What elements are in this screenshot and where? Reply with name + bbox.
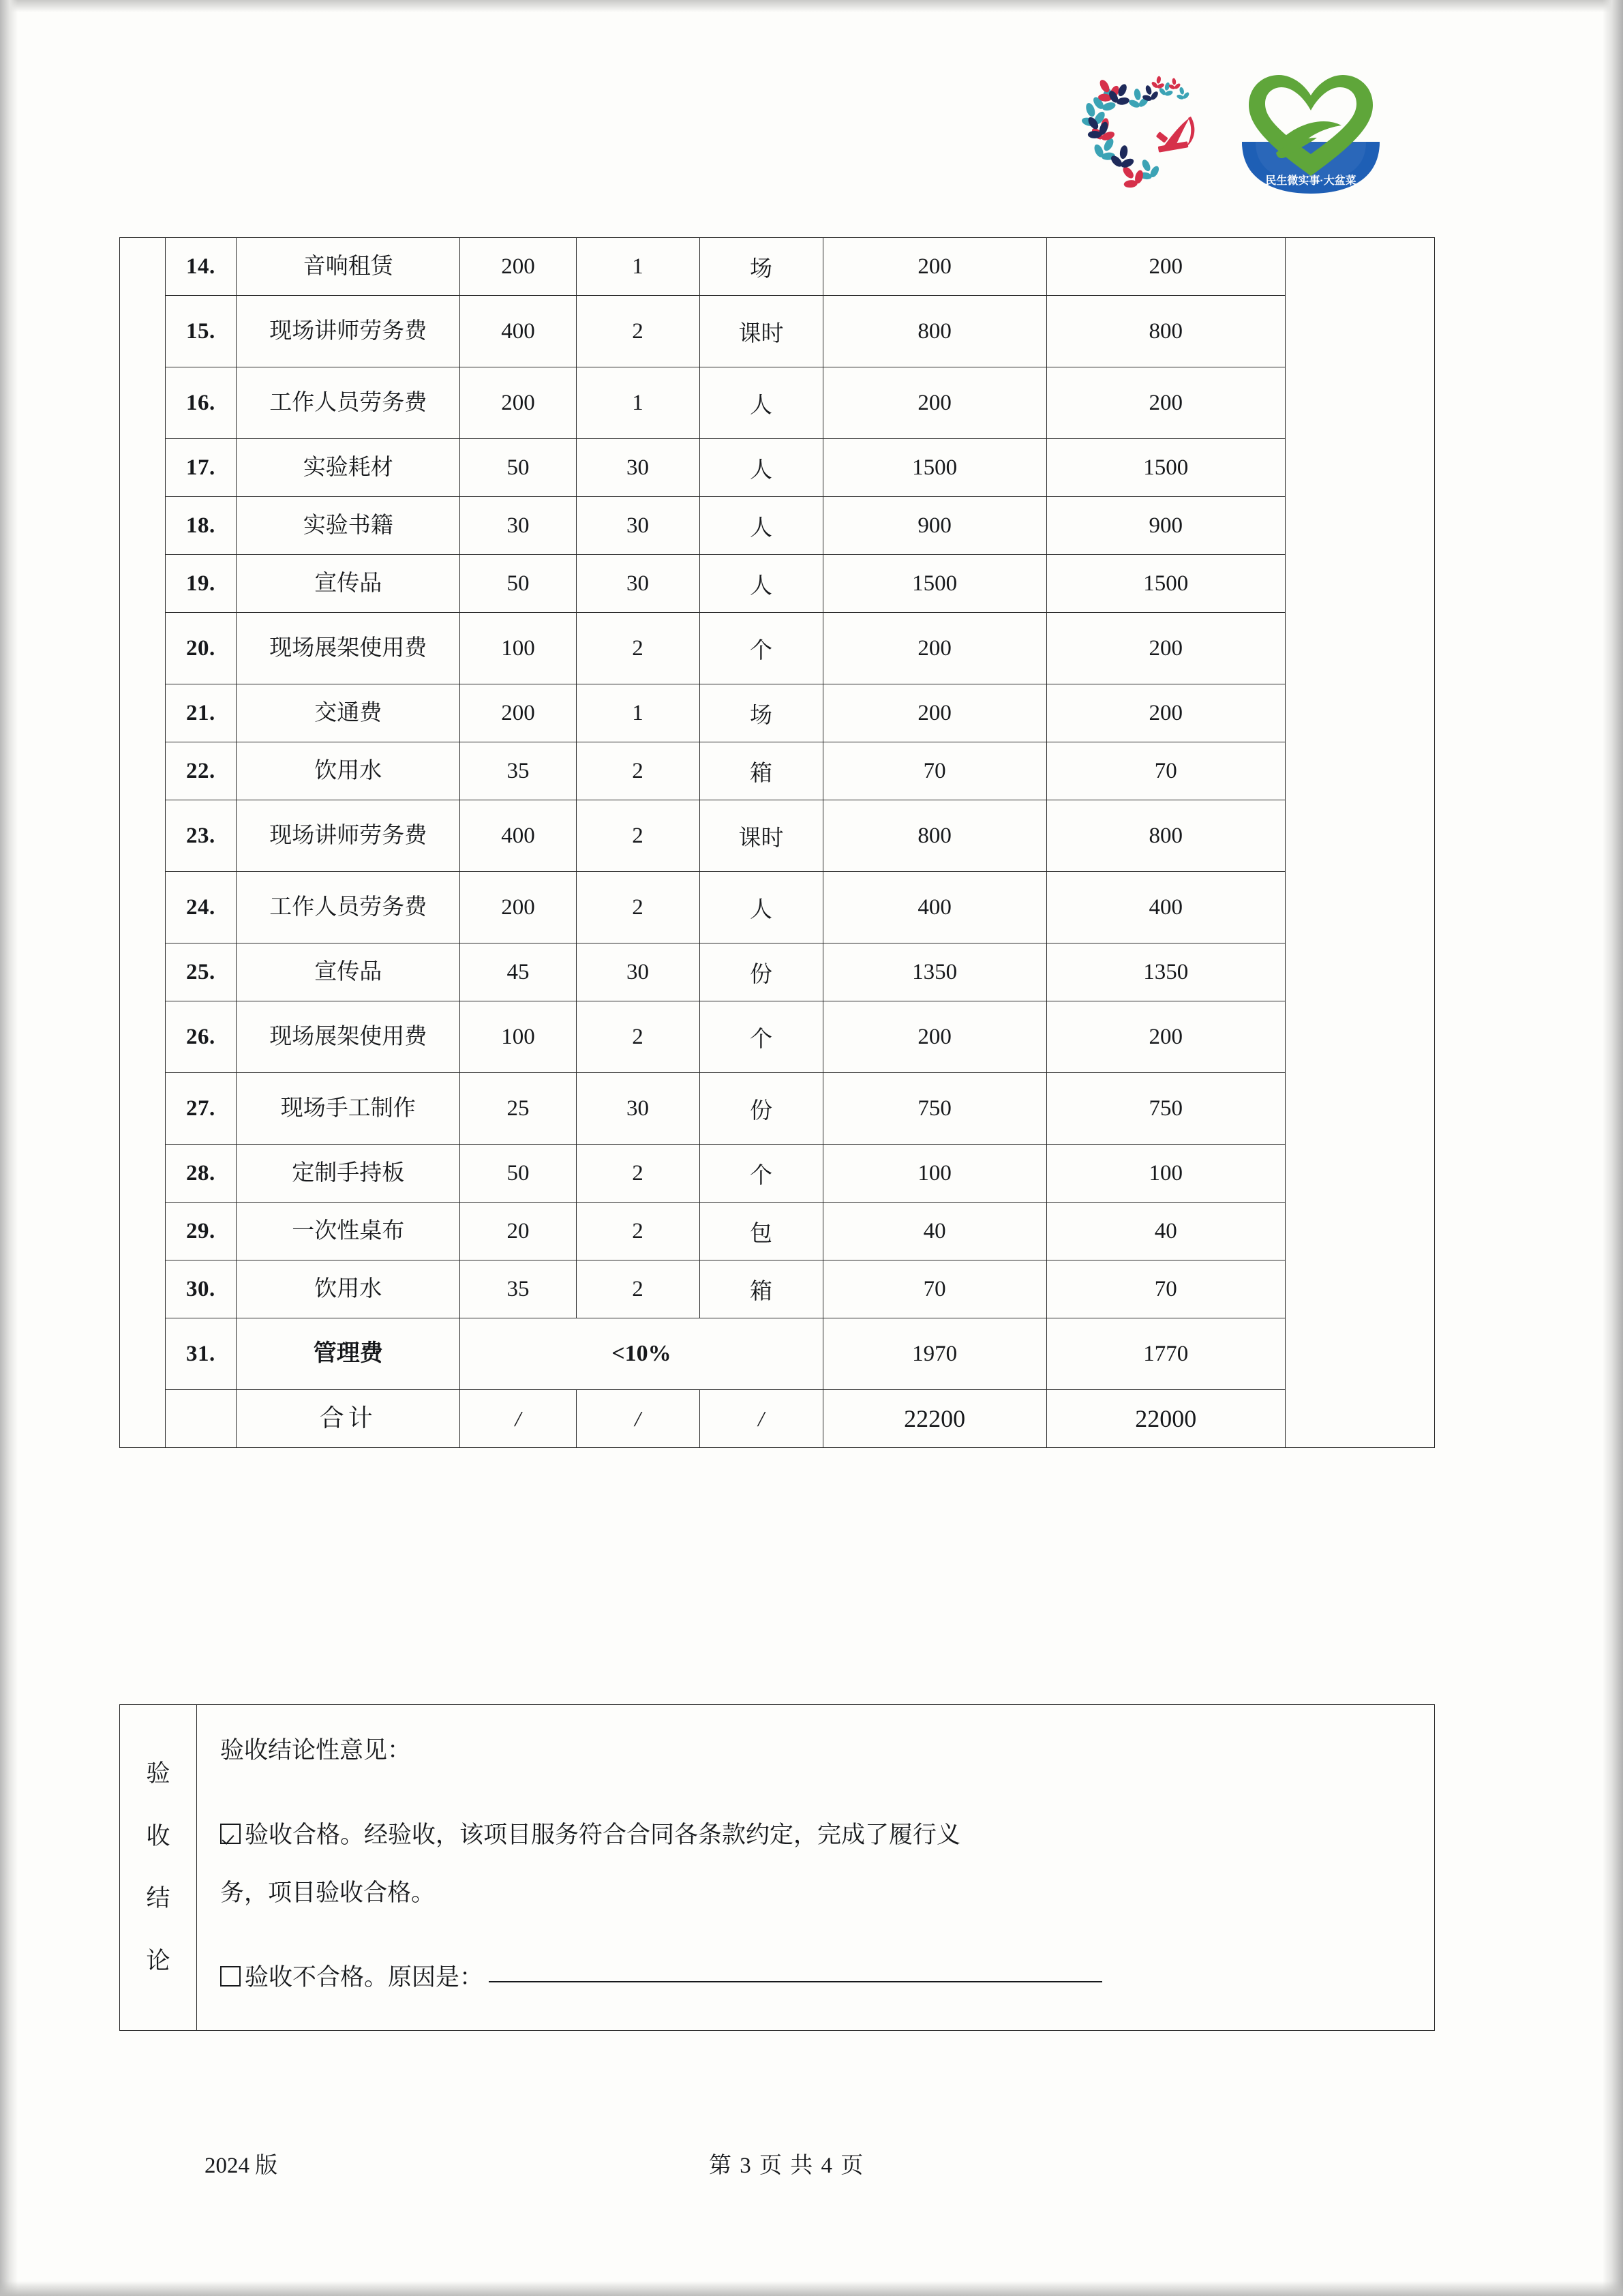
row-qty-cell: 2 — [576, 613, 699, 684]
row-item-cell: 定制手持板 — [237, 1145, 460, 1203]
row-final-cell: 900 — [1046, 497, 1285, 555]
row-price-cell: 50 — [460, 439, 576, 497]
row-qty-cell: 30 — [576, 439, 699, 497]
table-row — [120, 1073, 1435, 1145]
row-price-cell: 35 — [460, 1260, 576, 1318]
acceptance-conclusion-section — [119, 1704, 1435, 2031]
row-final-cell: 70 — [1046, 1260, 1285, 1318]
row-number-cell: 27. — [165, 1073, 237, 1145]
row-final-cell: 200 — [1046, 684, 1285, 742]
row-item-cell: 工作人员劳务费 — [237, 367, 460, 439]
row-price-cell: 30 — [460, 497, 576, 555]
row-unit-cell: 场 — [699, 238, 823, 296]
row-price-cell: 100 — [460, 613, 576, 684]
row-price-cell: 50 — [460, 1145, 576, 1203]
row-unit-cell: 箱 — [699, 1260, 823, 1318]
total-sum-cell: 22200 — [823, 1390, 1046, 1448]
conclusion-body-cell — [197, 1705, 1435, 2031]
fail-reason-blank[interactable] — [489, 1981, 1102, 1982]
row-final-cell: 200 — [1046, 238, 1285, 296]
footer-version: 2024 版 — [204, 2154, 278, 2178]
row-sum-cell: 200 — [823, 613, 1046, 684]
conclusion-label-char-0: 验 — [146, 1760, 170, 1787]
fail-option-text: 验收不合格。原因是： — [245, 1964, 484, 1991]
row-final-cell: 400 — [1046, 872, 1285, 943]
row-number-cell: 23. — [165, 800, 237, 872]
row-unit-cell: 个 — [699, 1001, 823, 1073]
row-final-cell: 200 — [1046, 613, 1285, 684]
row-number-cell: 20. — [165, 613, 237, 684]
row-unit-cell: 人 — [699, 555, 823, 613]
row-price-cell: 400 — [460, 800, 576, 872]
row-qty-cell: 2 — [576, 742, 699, 800]
minsheng-logo-caption: 民生微实事·大盆菜 — [1265, 175, 1356, 187]
outer-right-spacer-cell — [1285, 238, 1434, 1448]
row-price-cell: 100 — [460, 1001, 576, 1073]
row-item-cell: 实验书籍 — [237, 497, 460, 555]
table-row — [120, 800, 1435, 872]
row-item-cell: 一次性桌布 — [237, 1203, 460, 1260]
row-number-cell: 19. — [165, 555, 237, 613]
total-unit-cell: / — [699, 1390, 823, 1448]
row-final-cell: 1350 — [1046, 943, 1285, 1001]
conclusion-option-pass — [220, 1809, 1411, 1862]
row-price-cell: 400 — [460, 296, 576, 367]
row-item-cell: 实验耗材 — [237, 439, 460, 497]
row-item-cell: 现场讲师劳务费 — [237, 296, 460, 367]
row-unit-cell: 份 — [699, 943, 823, 1001]
conclusion-label-char-3: 论 — [146, 1948, 170, 1975]
conclusion-label-cell — [120, 1705, 197, 2031]
row-item-cell: 现场展架使用费 — [237, 613, 460, 684]
conclusion-label-char-1: 收 — [146, 1822, 170, 1849]
pass-checkbox[interactable] — [220, 1824, 241, 1844]
table-row — [120, 238, 1435, 296]
row-final-cell: 40 — [1046, 1203, 1285, 1260]
table-row — [120, 555, 1435, 613]
row-qty-cell: 2 — [576, 1260, 699, 1318]
conclusion-heading: 验收结论性意见： — [220, 1737, 412, 1764]
table-row — [120, 613, 1435, 684]
row-final-cell: 200 — [1046, 1001, 1285, 1073]
row-number-cell: 15. — [165, 296, 237, 367]
row-qty-cell: 1 — [576, 238, 699, 296]
row-sum-cell: 800 — [823, 296, 1046, 367]
row-price-cell: 200 — [460, 238, 576, 296]
row-qty-cell: 30 — [576, 943, 699, 1001]
minsheng-logo — [1238, 67, 1384, 200]
row-sum-cell: 1500 — [823, 555, 1046, 613]
row-sum-cell: 40 — [823, 1203, 1046, 1260]
management-fee-item-cell: 管理费 — [237, 1318, 460, 1390]
row-sum-cell: 200 — [823, 238, 1046, 296]
row-final-cell: 800 — [1046, 800, 1285, 872]
row-number-cell: 17. — [165, 439, 237, 497]
row-sum-cell: 750 — [823, 1073, 1046, 1145]
row-price-cell: 200 — [460, 872, 576, 943]
row-item-cell: 现场手工制作 — [237, 1073, 460, 1145]
row-price-cell: 200 — [460, 367, 576, 439]
row-final-cell: 1500 — [1046, 555, 1285, 613]
row-sum-cell: 200 — [823, 367, 1046, 439]
row-item-cell: 音响租赁 — [237, 238, 460, 296]
row-item-cell: 现场展架使用费 — [237, 1001, 460, 1073]
row-qty-cell: 2 — [576, 1001, 699, 1073]
row-item-cell: 工作人员劳务费 — [237, 872, 460, 943]
row-unit-cell: 人 — [699, 497, 823, 555]
row-sum-cell: 70 — [823, 742, 1046, 800]
row-sum-cell: 1350 — [823, 943, 1046, 1001]
row-item-cell: 交通费 — [237, 684, 460, 742]
row-final-cell: 1500 — [1046, 439, 1285, 497]
row-sum-cell: 100 — [823, 1145, 1046, 1203]
row-item-cell: 宣传品 — [237, 555, 460, 613]
conclusion-option-fail — [220, 1951, 1411, 2004]
row-sum-cell: 400 — [823, 872, 1046, 943]
total-qty-cell: / — [576, 1390, 699, 1448]
row-number-cell: 18. — [165, 497, 237, 555]
conclusion-table — [119, 1704, 1435, 2031]
row-item-cell: 现场讲师劳务费 — [237, 800, 460, 872]
row-qty-cell: 30 — [576, 555, 699, 613]
row-number-cell: 14. — [165, 238, 237, 296]
row-unit-cell: 场 — [699, 684, 823, 742]
footer-page-number: 第 3 页 共 4 页 — [709, 2154, 865, 2178]
table-row — [120, 1203, 1435, 1260]
row-price-cell: 45 — [460, 943, 576, 1001]
row-number-cell: 24. — [165, 872, 237, 943]
row-unit-cell: 包 — [699, 1203, 823, 1260]
row-sum-cell: 900 — [823, 497, 1046, 555]
row-number-cell: 21. — [165, 684, 237, 742]
management-fee-row — [120, 1318, 1435, 1390]
row-price-cell: 35 — [460, 742, 576, 800]
row-number-cell: 26. — [165, 1001, 237, 1073]
management-fee-number-cell: 31. — [165, 1318, 237, 1390]
row-qty-cell: 1 — [576, 367, 699, 439]
row-final-cell: 800 — [1046, 296, 1285, 367]
party-heart-logo — [1074, 68, 1220, 198]
row-unit-cell: 课时 — [699, 800, 823, 872]
row-unit-cell: 箱 — [699, 742, 823, 800]
row-final-cell: 70 — [1046, 742, 1285, 800]
scan-edge-top — [0, 0, 1623, 12]
table-row — [120, 742, 1435, 800]
row-price-cell: 50 — [460, 555, 576, 613]
table-row — [120, 497, 1435, 555]
table-row — [120, 872, 1435, 943]
row-final-cell: 200 — [1046, 367, 1285, 439]
row-unit-cell: 份 — [699, 1073, 823, 1145]
scan-edge-bottom — [0, 2281, 1623, 2296]
row-qty-cell: 30 — [576, 497, 699, 555]
row-number-cell: 16. — [165, 367, 237, 439]
row-unit-cell: 个 — [699, 1145, 823, 1203]
management-fee-sum-cell: 1970 — [823, 1318, 1046, 1390]
row-qty-cell: 1 — [576, 684, 699, 742]
total-final-cell: 22000 — [1046, 1390, 1285, 1448]
cost-table — [119, 237, 1435, 1448]
row-qty-cell: 2 — [576, 1203, 699, 1260]
row-sum-cell: 1500 — [823, 439, 1046, 497]
row-final-cell: 100 — [1046, 1145, 1285, 1203]
row-number-cell: 29. — [165, 1203, 237, 1260]
outer-left-spacer-cell — [120, 238, 166, 1448]
table-row — [120, 1145, 1435, 1203]
total-label-cell: 合计 — [237, 1390, 460, 1448]
row-price-cell: 200 — [460, 684, 576, 742]
row-qty-cell: 2 — [576, 1145, 699, 1203]
row-sum-cell: 200 — [823, 1001, 1046, 1073]
row-unit-cell: 课时 — [699, 296, 823, 367]
cost-table-section — [119, 237, 1435, 1448]
row-qty-cell: 2 — [576, 800, 699, 872]
row-qty-cell: 2 — [576, 872, 699, 943]
row-sum-cell: 200 — [823, 684, 1046, 742]
scan-edge-right — [1603, 0, 1623, 2296]
row-unit-cell: 个 — [699, 613, 823, 684]
conclusion-label-char-2: 结 — [146, 1885, 170, 1912]
row-number-cell: 25. — [165, 943, 237, 1001]
row-unit-cell: 人 — [699, 367, 823, 439]
row-number-cell: 30. — [165, 1260, 237, 1318]
page-footer — [0, 2147, 1623, 2195]
total-row — [120, 1390, 1435, 1448]
table-row — [120, 943, 1435, 1001]
pass-option-text-line2: 务，项目验收合格。 — [220, 1879, 436, 1907]
row-unit-cell: 人 — [699, 872, 823, 943]
pass-option-text-line1: 验收合格。经验收，该项目服务符合合同各条款约定，完成了履行义 — [245, 1821, 961, 1848]
table-row — [120, 1001, 1435, 1073]
table-row — [120, 439, 1435, 497]
management-fee-final-cell: 1770 — [1046, 1318, 1285, 1390]
row-number-cell: 28. — [165, 1145, 237, 1203]
total-price-cell: / — [460, 1390, 576, 1448]
management-fee-rate-cell: <10% — [460, 1318, 823, 1390]
row-sum-cell: 70 — [823, 1260, 1046, 1318]
row-price-cell: 20 — [460, 1203, 576, 1260]
row-number-cell: 22. — [165, 742, 237, 800]
row-item-cell: 宣传品 — [237, 943, 460, 1001]
header-logo-bar — [1074, 65, 1428, 201]
table-row — [120, 296, 1435, 367]
pass-option-text-line2-wrap — [220, 1867, 1411, 1920]
scan-edge-left — [0, 0, 18, 2296]
row-qty-cell: 30 — [576, 1073, 699, 1145]
table-row — [120, 1260, 1435, 1318]
row-qty-cell: 2 — [576, 296, 699, 367]
row-final-cell: 750 — [1046, 1073, 1285, 1145]
table-row — [120, 684, 1435, 742]
row-unit-cell: 人 — [699, 439, 823, 497]
row-sum-cell: 800 — [823, 800, 1046, 872]
table-row — [120, 367, 1435, 439]
row-item-cell: 饮用水 — [237, 1260, 460, 1318]
total-blank-number-cell — [165, 1390, 237, 1448]
fail-checkbox[interactable] — [220, 1966, 241, 1987]
row-item-cell: 饮用水 — [237, 742, 460, 800]
row-price-cell: 25 — [460, 1073, 576, 1145]
